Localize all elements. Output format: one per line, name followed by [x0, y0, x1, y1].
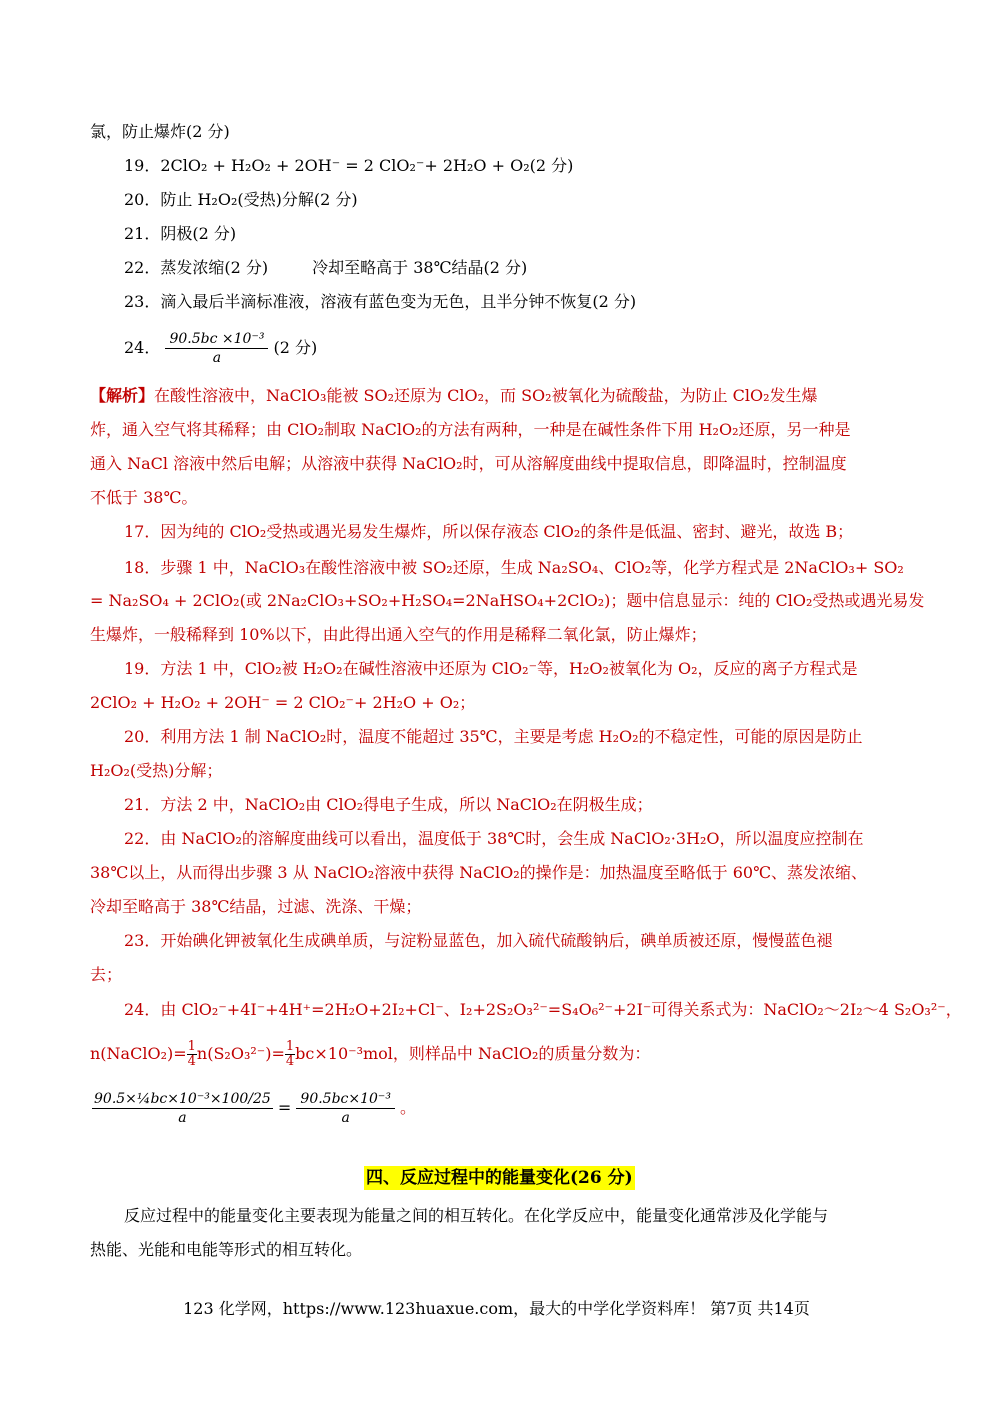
analysis-18-line-3: 生爆炸，一般稀释到 10%以下，由此得出通入空气的作用是稀释二氧化氯，防止爆炸；: [90, 625, 707, 644]
answer-19: [124, 155, 573, 177]
answer-24-fraction-numerator: 90.5bc ×10⁻³: [165, 330, 268, 349]
analysis-18-line-1: 18．步骤 1 中，NaClO₃在酸性溶液中被 SO₂还原，生成 Na₂SO₄、ClO₂等，化学方程式是 2NaClO₃+ SO₂: [124, 558, 904, 577]
analysis-17: 17．因为纯的 ClO₂受热或遇光易发生爆炸，所以保存液态 ClO₂的条件是低温、密封、避光，故选 B；: [124, 522, 854, 541]
analysis-23-line-1: 23．开始碘化钾被氧化生成碘单质，与淀粉显蓝色，加入硫代硫酸钠后，碘单质被还原，慢慢蓝色褪: [124, 931, 833, 950]
result-lhs-denominator: a: [178, 1110, 187, 1126]
answer-24: [124, 330, 317, 367]
answer-20-number: 20．: [124, 190, 161, 209]
fraction-1-denominator: 4: [187, 1054, 196, 1069]
answer-22-number: 22．: [124, 258, 161, 277]
analysis-21: 21．方法 2 中，NaClO₂由 ClO₂得电子生成，所以 NaClO₂在阴极生成；: [124, 795, 653, 814]
answer-21-text: 阴极(2 分): [160, 224, 237, 243]
section-intro-line-1: 反应过程中的能量变化主要表现为能量之间的相互转化。在化学反应中，能量变化通常涉及化学能与: [124, 1206, 829, 1225]
answer-19-number: 19．: [124, 156, 161, 175]
fraction-2-numerator: 1: [285, 1039, 295, 1054]
fraction-2-denominator: 4: [285, 1054, 295, 1069]
answer-24-fraction-denominator: a: [212, 350, 222, 366]
answer-22: [124, 257, 527, 279]
analysis-tag: 【解析】: [90, 386, 155, 405]
answer-22-part-b: 冷却至略高于 38℃结晶(2 分): [312, 258, 528, 277]
answer-24-score: (2 分): [273, 338, 318, 357]
fraction-1-numerator: 1: [187, 1039, 196, 1054]
answer-19-text: 2ClO₂ + H₂O₂ + 2OH⁻ = 2 ClO₂⁻+ 2H₂O + O₂(2 分): [160, 156, 574, 175]
analysis-paragraph-line-3: 通入 NaCl 溶液中然后电解；从溶液中获得 NaClO₂时，可从溶解度曲线中提取信息，即降温时，控制温度: [90, 454, 847, 473]
analysis-22-line-1: 22．由 NaClO₂的溶解度曲线可以看出，温度低于 38℃时，会生成 NaClO₂·3H₂O，所以温度应控制在: [124, 829, 864, 848]
analysis-paragraph-line-4: 不低于 38℃。: [90, 488, 198, 507]
analysis-20-line-1: 20．利用方法 1 制 NaClO₂时，温度不能超过 35℃，主要是考虑 H₂O₂的不稳定性，可能的原因是防止: [124, 727, 863, 746]
analysis-24-ratio-suffix: bc×10⁻³mol，则样品中 NaClO₂的质量分数为：: [295, 1044, 651, 1063]
answer-21-number: 21．: [124, 224, 161, 243]
section-heading: 四、反应过程中的能量变化(26 分): [366, 1168, 633, 1188]
analysis-paragraph-line-2: 炸，通入空气将其稀释；由 ClO₂制取 NaClO₂的方法有两种，一种是在碱性条件下用 H₂O₂还原，另一种是: [90, 420, 851, 439]
answer-22-part-a: 蒸发浓缩(2 分): [160, 258, 269, 277]
answer-23-text: 滴入最后半滴标准液，溶液有蓝色变为无色，且半分钟不恢复(2 分): [160, 292, 637, 311]
analysis-24-ratio-prefix: n(NaClO₂)=: [90, 1044, 187, 1063]
analysis-24-fraction-1: [187, 1040, 197, 1069]
result-equals: =: [277, 1098, 292, 1117]
answer-23: [124, 291, 636, 313]
analysis-22-line-2: 38℃以上，从而得出步骤 3 从 NaClO₂溶液中获得 NaClO₂的操作是：加热温度至略低于 60℃、蒸发浓缩、: [90, 863, 867, 882]
analysis-paragraph-line-1: [90, 385, 818, 407]
analysis-18-line-2: = Na₂SO₄ + 2ClO₂(或 2Na₂ClO₃+SO₂+H₂SO₄=2NaHSO₄+2ClO₂)；题中信息显示：纯的 ClO₂受热或遇光易发: [90, 591, 925, 610]
page-footer: 123 化学网，https://www.123huaxue.com，最大的中学化学资料库！ 第7页 共14页: [183, 1299, 810, 1318]
result-rhs-denominator: a: [341, 1110, 350, 1126]
analysis-19-line-2: 2ClO₂ + H₂O₂ + 2OH⁻ = 2 ClO₂⁻+ 2H₂O + O₂；: [90, 693, 476, 712]
analysis-20-line-2: H₂O₂(受热)分解；: [90, 761, 223, 780]
analysis-text: 在酸性溶液中，NaClO₃能被 SO₂还原为 ClO₂，而 SO₂被氧化为硫酸盐，为防止 ClO₂发生爆: [154, 386, 818, 405]
analysis-22-line-3: 冷却至略高于 38℃结晶，过滤、洗涤、干燥；: [90, 897, 422, 916]
result-rhs-fraction: [296, 1090, 395, 1127]
answer-20: [124, 189, 358, 211]
analysis-24-fraction-2: [285, 1040, 295, 1069]
answer-20-text: 防止 H₂O₂(受热)分解(2 分): [160, 190, 358, 209]
answer-24-number: 24．: [124, 338, 161, 357]
answer-23-number: 23．: [124, 292, 161, 311]
answer-21: [124, 223, 236, 245]
analysis-24-line-2: [90, 1040, 650, 1069]
analysis-24-ratio-middle: n(S₂O₃²⁻)=: [196, 1044, 285, 1063]
answer-line-continuation: 氯，防止爆炸(2 分): [90, 122, 230, 141]
analysis-24-line-1: 24．由 ClO₂⁻+4I⁻+4H⁺=2H₂O+2I₂+Cl⁻、I₂+2S₂O₃²⁻=S₄O₆²⁻+2I⁻可得关系式为：NaClO₂～2I₂～4 S₂O₃²⁻，: [124, 1000, 962, 1019]
section-intro-line-2: 热能、光能和电能等形式的相互转化。: [90, 1240, 363, 1259]
result-lhs-fraction: [92, 1090, 273, 1127]
answer-24-fraction: [165, 330, 268, 367]
result-lhs-numerator: 90.5×¼bc×10⁻³×100/25: [94, 1091, 271, 1107]
analysis-24-result-formula: [92, 1090, 416, 1127]
analysis-19-line-1: 19．方法 1 中，ClO₂被 H₂O₂在碱性溶液中还原为 ClO₂⁻等，H₂O₂被氧化为 O₂，反应的离子方程式是: [124, 659, 858, 678]
analysis-23-line-2: 去；: [90, 965, 123, 984]
result-rhs-numerator: 90.5bc×10⁻³: [296, 1090, 395, 1109]
result-period: 。: [400, 1098, 417, 1117]
